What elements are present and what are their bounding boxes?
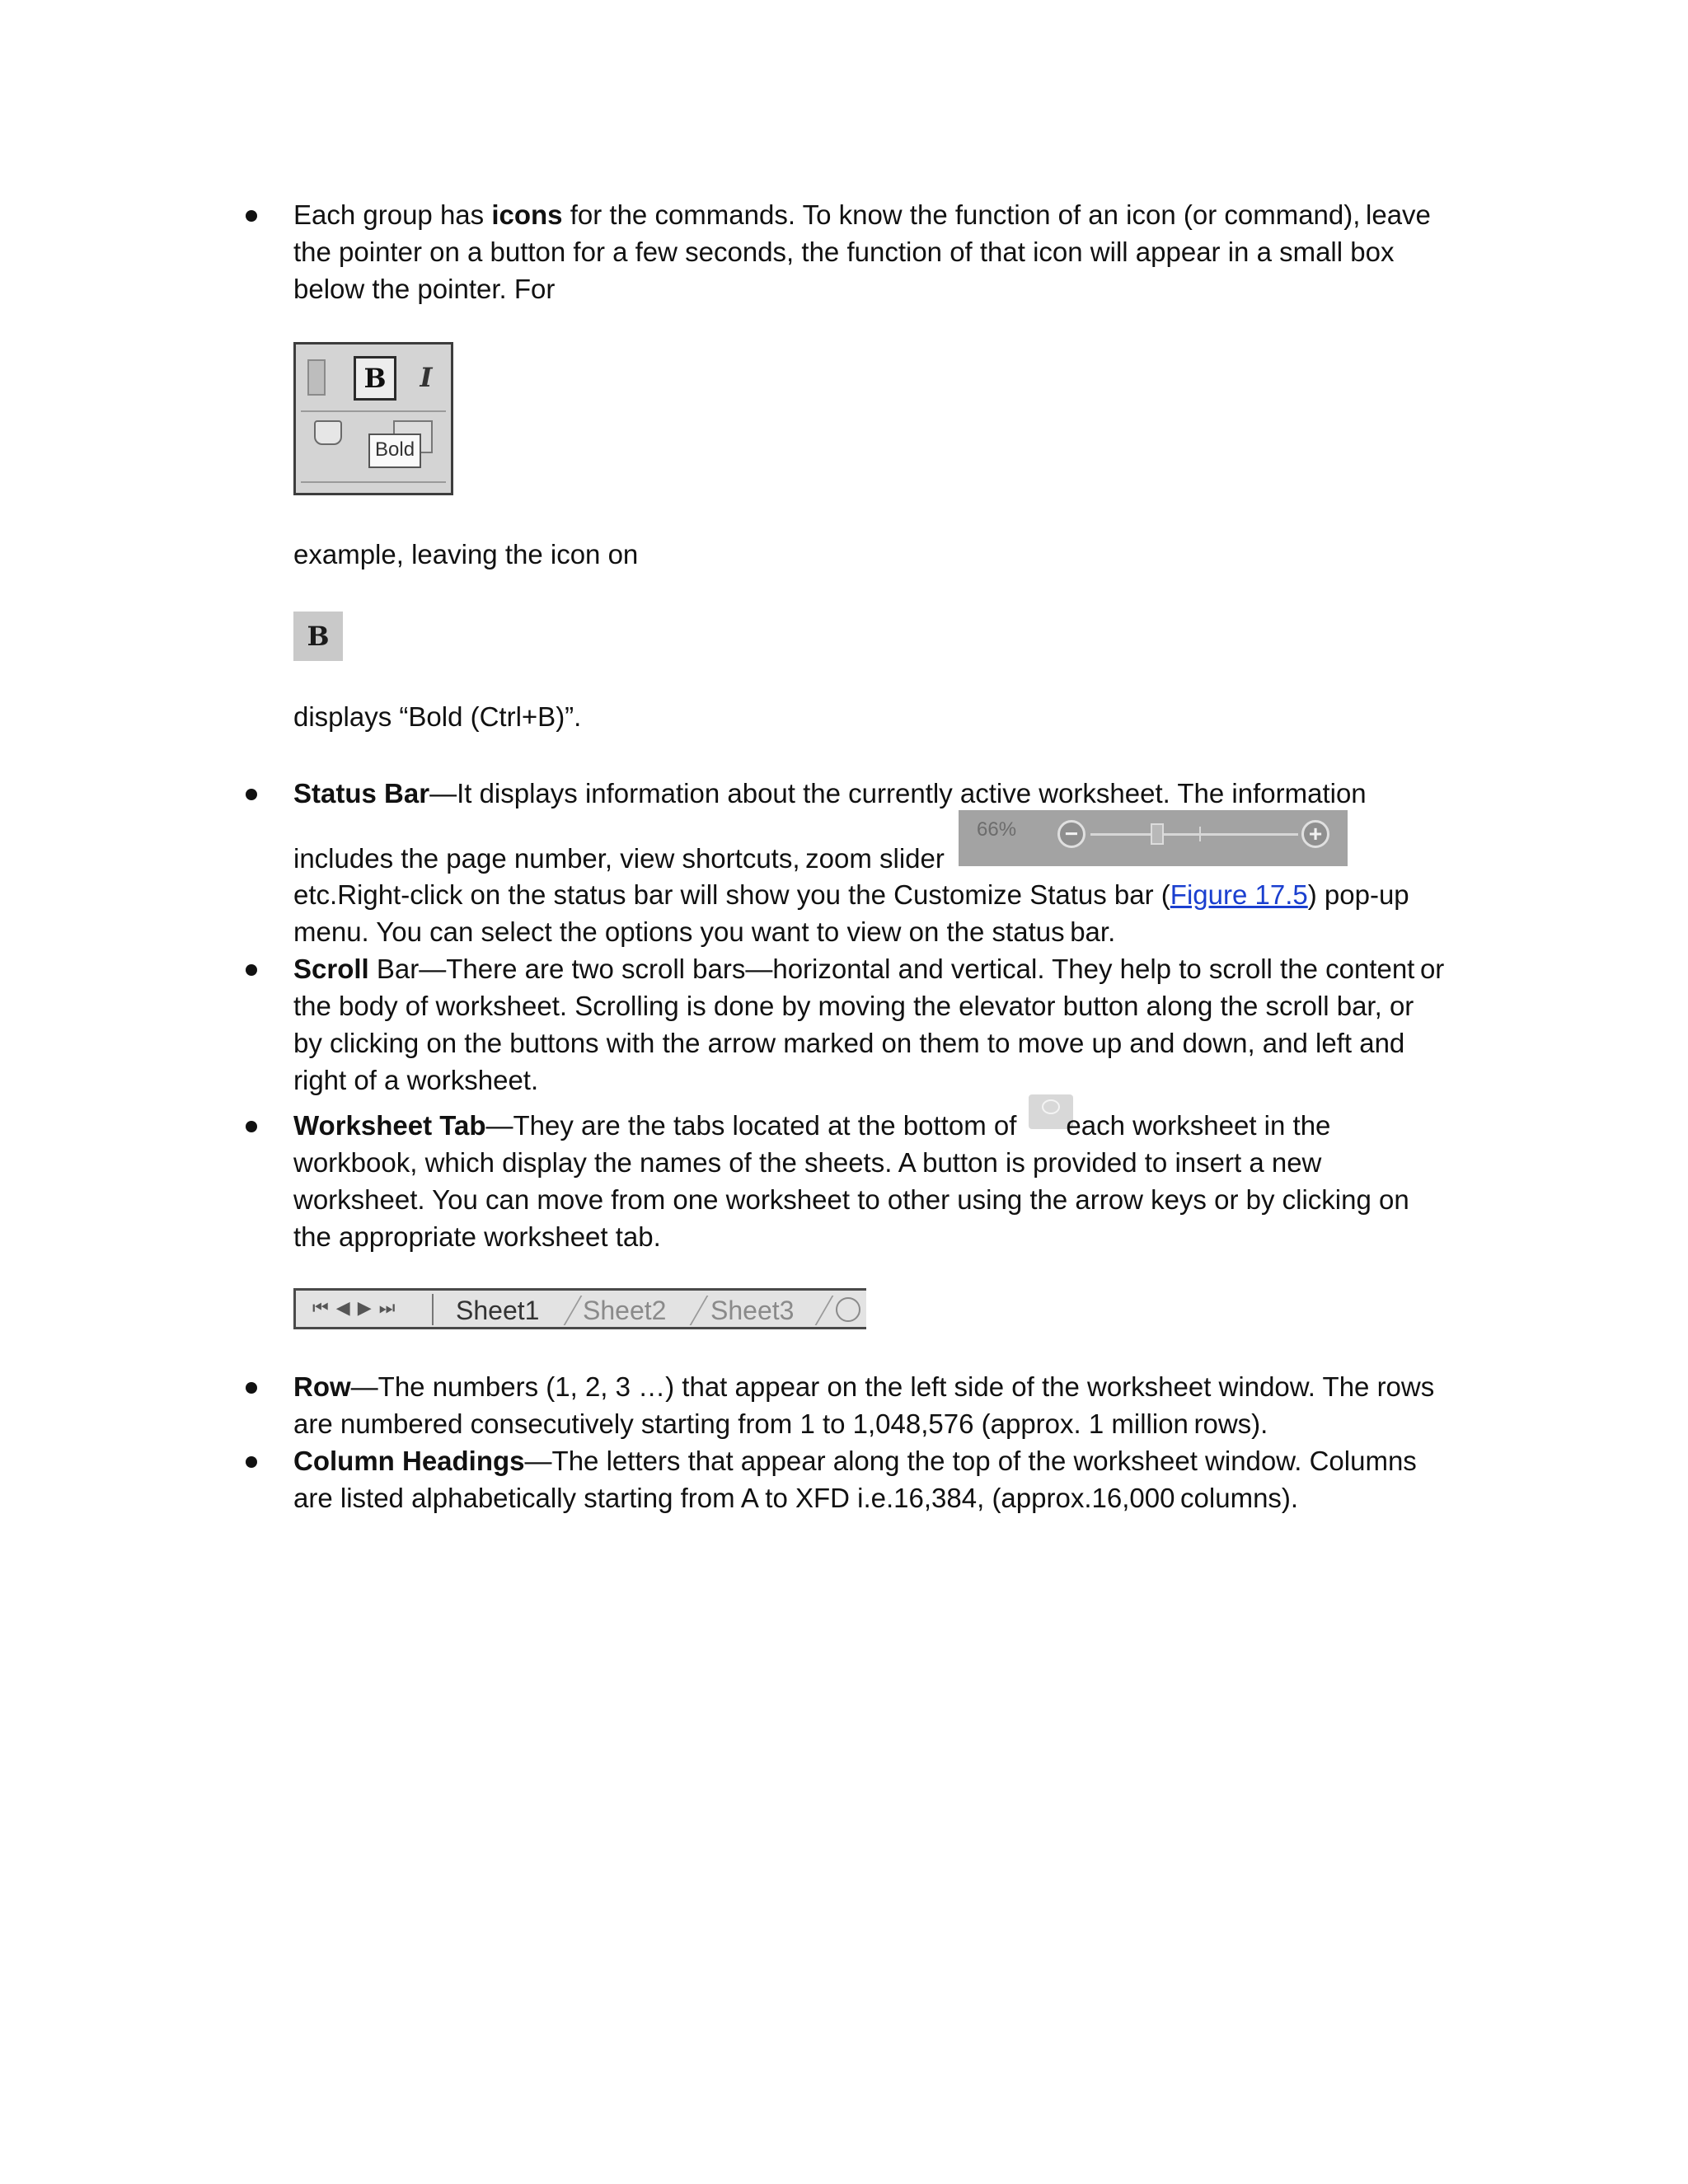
bullet-icons — [293, 196, 1464, 307]
worksheet-tab-term: Worksheet Tab — [293, 1110, 486, 1141]
column-text-1: —The letters that appear along the top of the worksheet window. Columns — [524, 1446, 1417, 1476]
scroll-line-3: by clicking on the buttons with the arrow marked on them to move up and down, and left and — [293, 1028, 1405, 1058]
worksheet-line-3: worksheet. You can move from one worksheet to other using the arrow keys or by clicking on — [293, 1184, 1409, 1215]
icons-text-pre: Each group has — [293, 199, 492, 230]
column-line-2: are listed alphabetically starting from A to XFD i.e.16,384, (approx.16,000 columns). — [293, 1483, 1299, 1513]
icons-line-1 — [293, 196, 1464, 233]
worksheet-line-1 — [293, 1107, 1464, 1144]
worksheet-line-4: the appropriate worksheet tab. — [293, 1221, 661, 1252]
ribbon-bottom-line — [301, 481, 446, 483]
icons-bold-term: icons — [491, 199, 563, 230]
status-bar-term: Status Bar — [293, 778, 430, 808]
status-line-1 — [293, 775, 1464, 812]
bullet-dot — [246, 210, 257, 222]
bullet-dot — [246, 1121, 257, 1132]
insert-worksheet-icon — [836, 1297, 860, 1322]
zoom-thumb — [1151, 823, 1164, 845]
italic-icon: I — [420, 362, 433, 393]
sheet-tabs-image — [293, 1288, 866, 1329]
status-line-2: includes the page number, view shortcuts, zoom slider — [293, 843, 945, 874]
ribbon-divider — [301, 410, 446, 412]
bullet-dot — [246, 964, 257, 976]
zoom-track — [1090, 833, 1298, 836]
bullet-column-headings — [293, 1442, 1464, 1516]
status-lines-rest — [293, 876, 1464, 950]
bold-icon: B — [354, 356, 396, 401]
status-text-3-pre: etc.Right-click on the status bar will show you the Customize Status bar ( — [293, 879, 1170, 910]
worksheet-text-1-pre: —They are the tabs located at the bottom of — [485, 1110, 1017, 1141]
scroll-text-1: Bar—There are two scroll bars—horizontal and vertical. They help to scroll the content or — [368, 954, 1445, 984]
figure-link[interactable]: Figure 17.5 — [1170, 879, 1308, 910]
sheet-tab-1: Sheet1 — [456, 1296, 540, 1325]
bullet-scroll-bar — [293, 950, 1464, 1099]
scroll-line-2: the body of worksheet. Scrolling is done by moving the elevator button along the scroll bar, or — [293, 991, 1414, 1021]
example-text: example, leaving the icon on — [293, 539, 639, 569]
status-line-4: menu. You can select the options you want to view on the status bar. — [293, 916, 1116, 947]
icons-line-2: the pointer on a button for a few seconds, the function of that icon will appear in a small box — [293, 237, 1395, 267]
bold-tooltip: Bold — [368, 434, 421, 468]
row-text-1: —The numbers (1, 2, 3 …) that appear on the left side of the worksheet window. The rows — [350, 1371, 1435, 1402]
zoom-tick — [1199, 827, 1201, 841]
scroll-line-4: right of a worksheet. — [293, 1065, 539, 1095]
bullet-dot — [246, 1456, 257, 1468]
column-headings-term: Column Headings — [293, 1446, 525, 1476]
row-line-1 — [293, 1368, 1464, 1405]
icons-line-3: below the pointer. For — [293, 274, 556, 304]
tab-separator — [690, 1296, 709, 1325]
zoom-out-icon: − — [1057, 820, 1085, 848]
bold-button-image: B — [293, 612, 343, 661]
bullet-status-bar — [293, 775, 1464, 812]
scroll-term: Scroll — [293, 954, 369, 984]
tab-separator — [815, 1296, 834, 1325]
ribbon-tooltip-image — [293, 342, 453, 495]
tab-separator — [432, 1294, 434, 1325]
zoom-slider-image — [959, 810, 1348, 866]
column-line-1 — [293, 1442, 1464, 1479]
bullet-row — [293, 1368, 1464, 1442]
sheet-nav-arrows-icon: ⏮◀▶⏭ — [312, 1297, 403, 1318]
worksheet-line-2: workbook, which display the names of the sheets. A button is provided to insert a new — [293, 1147, 1322, 1178]
scroll-line-1 — [293, 950, 1464, 987]
zoom-in-icon: + — [1301, 820, 1329, 848]
displays-text: displays “Bold (Ctrl+B)”. — [293, 701, 582, 732]
status-text-3-post: ) pop-up — [1307, 879, 1409, 910]
worksheet-text-1-post: each worksheet in the — [1066, 1110, 1331, 1141]
bullet-worksheet-tab — [293, 1107, 1464, 1255]
zoom-percent: 66% — [977, 818, 1017, 841]
bullet-dot — [246, 789, 257, 800]
sheet-tab-2: Sheet2 — [583, 1296, 667, 1325]
tab-separator — [564, 1296, 583, 1325]
status-line-3 — [293, 876, 1464, 913]
bullet-dot — [246, 1382, 257, 1394]
icons-text-post: for the commands. To know the function of an icon (or command), leave — [562, 199, 1431, 230]
row-term: Row — [293, 1371, 351, 1402]
status-text-1: —It displays information about the currently active worksheet. The information — [429, 778, 1367, 808]
row-line-2: are numbered consecutively starting from 1 to 1,048,576 (approx. 1 million rows). — [293, 1408, 1268, 1439]
fill-color-icon — [314, 420, 342, 445]
sheet-tab-3: Sheet3 — [710, 1296, 795, 1325]
dropdown-icon — [307, 359, 326, 396]
